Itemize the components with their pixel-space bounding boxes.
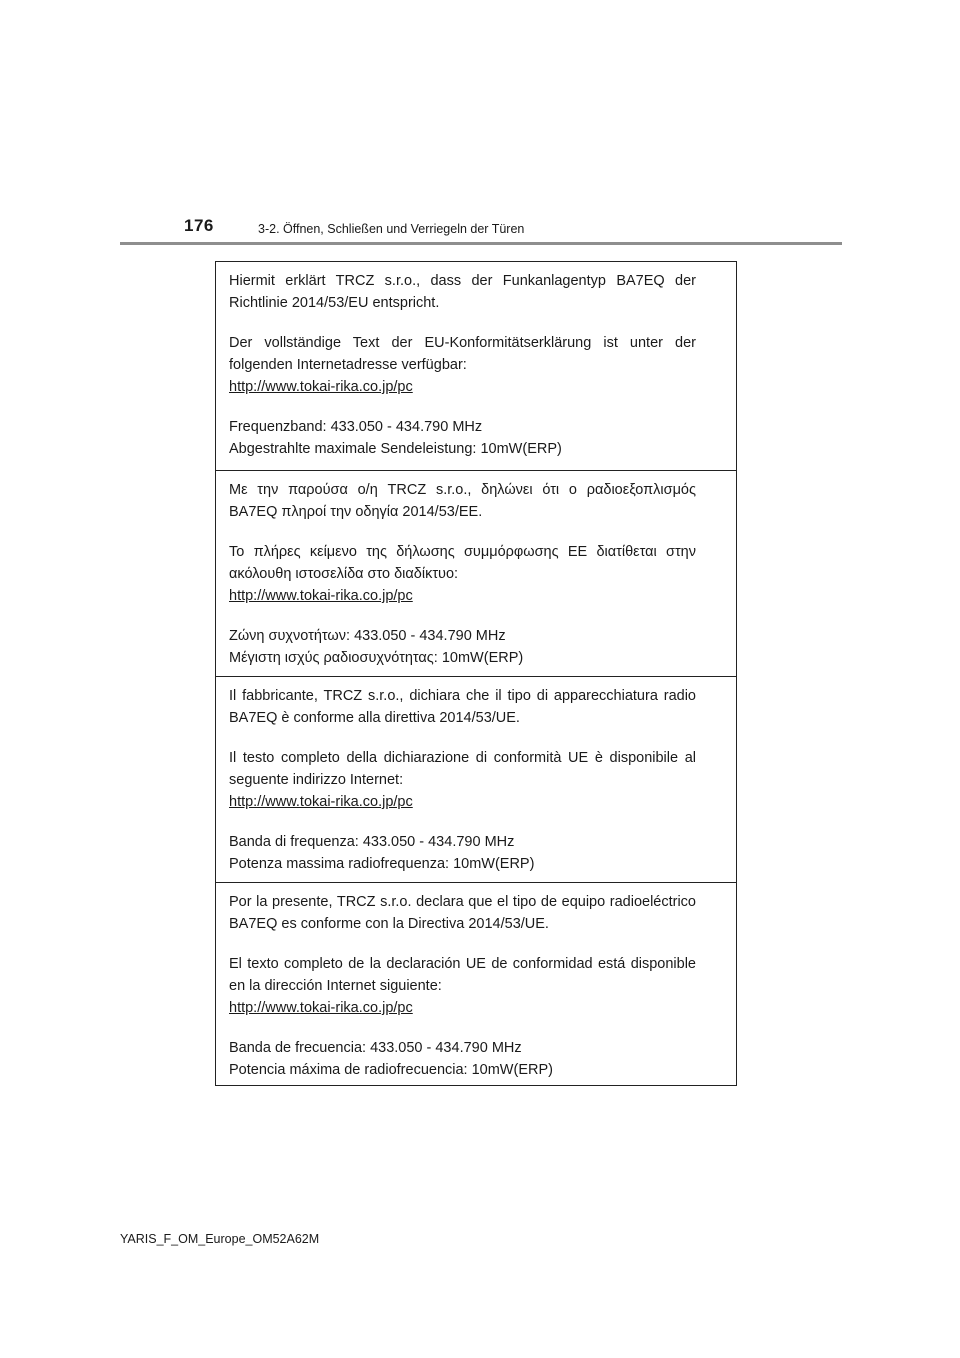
page-number: 176 [184,216,214,235]
declaration-text: Με την παρούσα ο/η TRCZ s.r.o., δηλώνει ότι ο ραδιοεξοπλισμός BA7EQ πληροί την οδηγία 2014/53/ΕΕ. [229,482,696,520]
declaration-text: Por la presente, TRCZ s.r.o. declara que el tipo de equipo radioeléctrico BA7EQ es conforme con la Directiva 2014/53/UE. [229,894,696,932]
full-text-info: Der vollständige Text der EU-Konformitätserklärung ist unter der folgenden Internetadresse verfügbar: [229,335,696,373]
declaration-url-link[interactable]: http://www.tokai-rika.co.jp/pc [229,588,413,604]
declaration-url-link[interactable]: http://www.tokai-rika.co.jp/pc [229,379,413,395]
declaration-url-link[interactable]: http://www.tokai-rika.co.jp/pc [229,794,413,810]
declaration-block-italian [216,677,736,883]
frequency-band: Frequenzband: 433.050 - 434.790 MHz [229,419,483,435]
declaration-text: Hiermit erklärt TRCZ s.r.o., dass der Funkanlagentyp BA7EQ der Richtlinie 2014/53/EU entspricht. [229,273,696,311]
declaration-block-spanish [216,883,736,1085]
document-code-footer: YARIS_F_OM_Europe_OM52A62M [120,1232,320,1246]
section-title: 3-2. Öffnen, Schließen und Verriegeln der Türen [258,222,525,236]
declaration-text: Il fabbricante, TRCZ s.r.o., dichiara che il tipo di apparecchiatura radio BA7EQ è conforme alla direttiva 2014/53/UE. [229,688,696,726]
frequency-band: Banda de frecuencia: 433.050 - 434.790 MHz [229,1040,522,1056]
max-power: Potenza massima radiofrequenza: 10mW(ERP) [229,856,535,872]
max-power: Potencia máxima de radiofrecuencia: 10mW(ERP) [229,1062,553,1078]
max-power: Abgestrahlte maximale Sendeleistung: 10mW(ERP) [229,441,562,457]
header-divider [120,242,842,245]
declaration-block-german [216,262,736,471]
full-text-info: Το πλήρες κείμενο της δήλωσης συμμόρφωσης ΕΕ διατίθεται στην ακόλουθη ιστοσελίδα στο διαδίκτυο: [229,544,696,582]
declaration-table [215,261,737,1086]
frequency-band: Ζώνη συχνοτήτων: 433.050 - 434.790 MHz [229,628,506,644]
max-power: Μέγιστη ισχύς ραδιοσυχνότητας: 10mW(ERP) [229,650,524,666]
full-text-info: Il testo completo della dichiarazione di conformità UE è disponibile al seguente indirizzo Internet: [229,750,696,788]
full-text-info: El texto completo de la declaración UE de conformidad está disponible en la dirección Internet siguiente: [229,956,696,994]
frequency-band: Banda di frequenza: 433.050 - 434.790 MHz [229,834,515,850]
declaration-url-link[interactable]: http://www.tokai-rika.co.jp/pc [229,1000,413,1016]
declaration-block-greek [216,471,736,677]
